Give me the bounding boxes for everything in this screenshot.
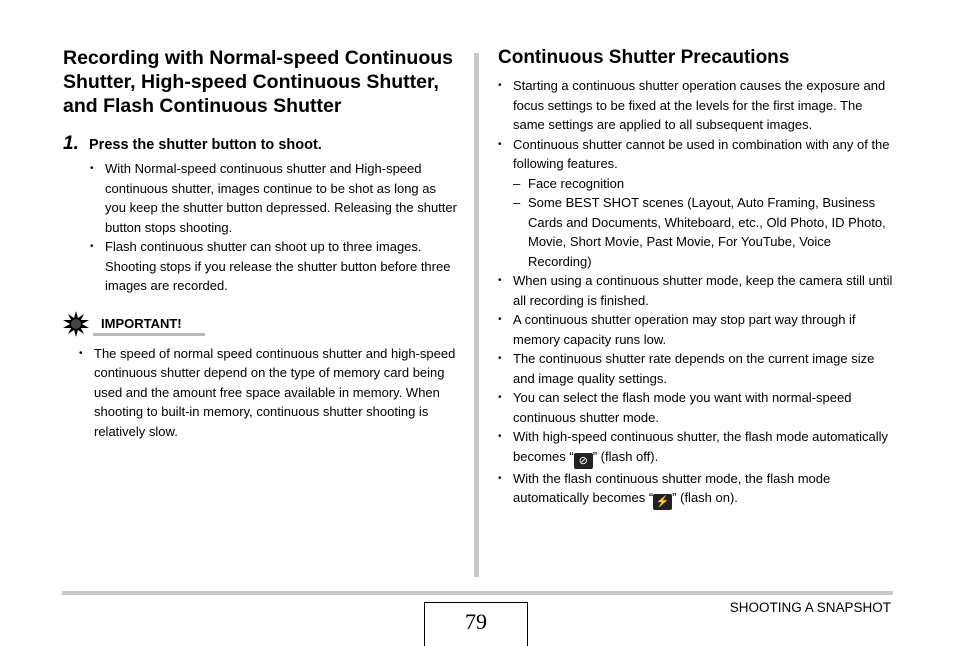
precautions-list [513, 76, 893, 510]
list-item: • You can select the flash mode you want with normal-speed continuous shutter mode. [513, 388, 893, 427]
list-item: • When using a continuous shutter mode, keep the camera still until all recording is finished. [513, 271, 893, 310]
important-underline [93, 333, 205, 336]
list-item: • The speed of normal speed continuous shutter and high-speed continuous shutter depend on the type of memory card being used and the amount free space available in memory. When shooting to built-in memory, continuous shutter shooting is relatively slow. [94, 344, 458, 442]
sublist-item: – Some BEST SHOT scenes (Layout, Auto Framing, Business Cards and Documents, Whiteboard, etc., Old Photo, ID Photo, Movie, Short Movie, Past Movie, For YouTube, Voice Recording) [513, 193, 893, 271]
feature-sublist [513, 174, 893, 272]
footer-section-title: SHOOTING A SNAPSHOT [729, 600, 891, 615]
list-item-text: Continuous shutter cannot be used in combination with any of the following features. [513, 136, 890, 171]
list-item-text: ” (flash off). [592, 448, 659, 464]
list-item-text: With high-speed continuous shutter, the flash mode automatically becomes “ [513, 429, 889, 464]
column-divider [474, 53, 479, 577]
important-note [63, 314, 458, 340]
list-item [513, 469, 893, 511]
list-item-text: ” (flash on). [672, 490, 738, 505]
important-bullet-list [94, 344, 458, 442]
list-item [513, 135, 893, 272]
step-number: 1. [63, 133, 79, 154]
list-item [513, 427, 893, 469]
list-item-text: With the flash continuous shutter mode, the flash mode automatically becomes “ [513, 470, 831, 505]
list-item: • Starting a continuous shutter operation causes the exposure and focus settings to be fixed at the levels for the first image. The same settings are applied to all subsequent images. [513, 76, 893, 135]
flash-off-icon: ⊘ [574, 453, 593, 469]
sublist-item: – Face recognition [513, 174, 893, 194]
list-item: • With Normal-speed continuous shutter and High-speed continuous shutter, images continue to be shot as long as you keep the shutter button depressed. Releasing the shutter button stops shooting. [105, 159, 458, 237]
important-label: IMPORTANT! [101, 315, 182, 331]
precautions-title: Continuous Shutter Precautions [498, 47, 790, 68]
burst-icon [63, 311, 89, 337]
section-title: Recording with Normal-speed Continuous Shutter, High-speed Continuous Shutter, and Flash Continuous Shutter [63, 47, 454, 117]
right-column [498, 46, 893, 510]
list-item: • The continuous shutter rate depends on the current image size and image quality settings. [513, 349, 893, 388]
list-item: • Flash continuous shutter can shoot up to three images. Shooting stops if you release the shutter button before three images are recorded. [105, 237, 458, 296]
list-item: • A continuous shutter operation may stop part way through if memory capacity runs low. [513, 310, 893, 349]
step-1 [63, 133, 458, 155]
flash-on-icon: ⚡ [653, 494, 672, 510]
step-text: Press the shutter button to shoot. [89, 137, 322, 153]
footer-divider [62, 591, 893, 595]
step-bullet-list [105, 159, 458, 296]
page-number: 79 [424, 602, 528, 646]
left-column [63, 46, 458, 441]
